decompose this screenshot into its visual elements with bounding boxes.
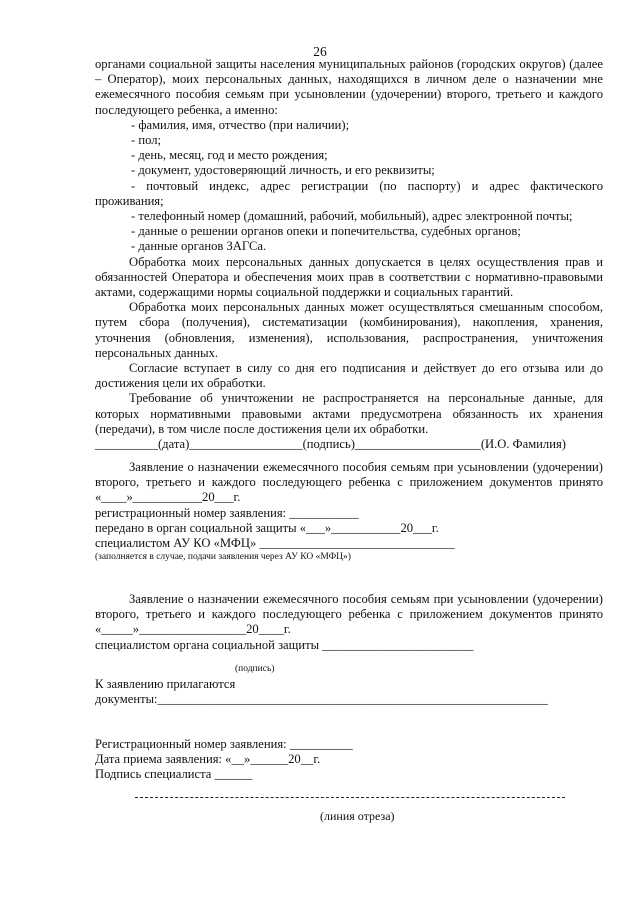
consent-item: - пол; bbox=[131, 133, 161, 148]
receipt-text: Заявление о назначении ежемесячного пособия семьям при усыновлении (удочерении) второго, третьего и каждого последующего ребенка с приложением документов принято «____»___________20___г. bbox=[95, 460, 603, 505]
signature-note: (подпись) bbox=[235, 663, 275, 674]
stub-date: Дата приема заявления: «__»______20__г. bbox=[95, 752, 321, 767]
signature-line: __________(дата)__________________(подпись)____________________(И.О. Фамилия) bbox=[95, 437, 566, 452]
consent-item: - данные о решении органов опеки и попечительства, судебных органов; bbox=[131, 224, 521, 239]
consent-paragraph: Обработка моих персональных данных допускается в целях осуществления прав и обязанностей Оператора и обеспечения моих прав в соответствии с нормативно-правовыми актами, содержащими нормы социальной поддержки и социальных гарантий. bbox=[95, 254, 603, 300]
specialist-line: специалистом органа социальной защиты ________________________ bbox=[95, 637, 474, 652]
mfc-note: (заполняется в случае, подачи заявления через АУ КО «МФЦ») bbox=[95, 552, 351, 563]
registration-number: регистрационный номер заявления: ___________ bbox=[95, 505, 359, 520]
consent-item: - почтовый индекс, адрес регистрации (по паспорту) и адрес фактического проживания; bbox=[95, 178, 603, 208]
consent-item: - фамилия, имя, отчество (при наличии); bbox=[131, 117, 350, 132]
consent-intro: органами социальной защиты населения муниципальных районов (городских округов) (далее – Оператор), моих персональных данных, находящихся в личном деле о назначении мне ежемесячного пособия семьям при усыновлении (удочерении) второго, третьего и каждого последующего ребенка, а именно: bbox=[95, 57, 603, 117]
cut-line bbox=[135, 797, 565, 798]
consent-section bbox=[95, 57, 603, 452]
receipt-mfc bbox=[95, 460, 603, 563]
consent-paragraph: Обработка моих персональных данных может осуществляться смешанным способом, путем сбора (получения), систематизации (комбинирования), накопления, хранения, уточнения (обновления, изменения), использования, распространения, уничтожения персональных данных. bbox=[95, 300, 603, 360]
stub-section bbox=[95, 737, 603, 783]
consent-paragraph: Требование об уничтожении не распространяется на персональные данные, для которых нормативными правовыми актами предусмотрена обязанность их хранения (передачи), в том числе после достижения цели их обработки. bbox=[95, 391, 603, 436]
consent-item: - день, месяц, год и место рождения; bbox=[131, 148, 328, 163]
consent-paragraph: Согласие вступает в силу со дня его подписания и действует до его отзыва или до достижения цели их обработки. bbox=[95, 361, 603, 391]
page-number: 26 bbox=[313, 44, 327, 59]
receipt-social bbox=[95, 592, 603, 707]
consent-item: - документ, удостоверяющий личность, и его реквизиты; bbox=[131, 163, 435, 178]
attached-label: К заявлению прилагаются bbox=[95, 676, 236, 691]
transferred-line: передано в орган социальной защиты «___»___________20___г. bbox=[95, 520, 439, 535]
attached-documents-line: документы:______________________________________________________________ bbox=[95, 692, 548, 707]
receipt-text: Заявление о назначении ежемесячного пособия семьям при усыновлении (удочерении) второго, третьего и каждого последующего ребенка с приложением документов принято «_____»_________________20____г. bbox=[95, 592, 603, 637]
stub-signature: Подпись специалиста ______ bbox=[95, 767, 253, 782]
cut-line-label: (линия отреза) bbox=[320, 809, 395, 823]
consent-item: - данные органов ЗАГСа. bbox=[131, 239, 267, 254]
consent-item: - телефонный номер (домашний, рабочий, мобильный), адрес электронной почты; bbox=[131, 209, 573, 224]
specialist-line: специалистом АУ КО «МФЦ» _______________________________ bbox=[95, 536, 455, 551]
stub-registration-number: Регистрационный номер заявления: __________ bbox=[95, 737, 353, 751]
